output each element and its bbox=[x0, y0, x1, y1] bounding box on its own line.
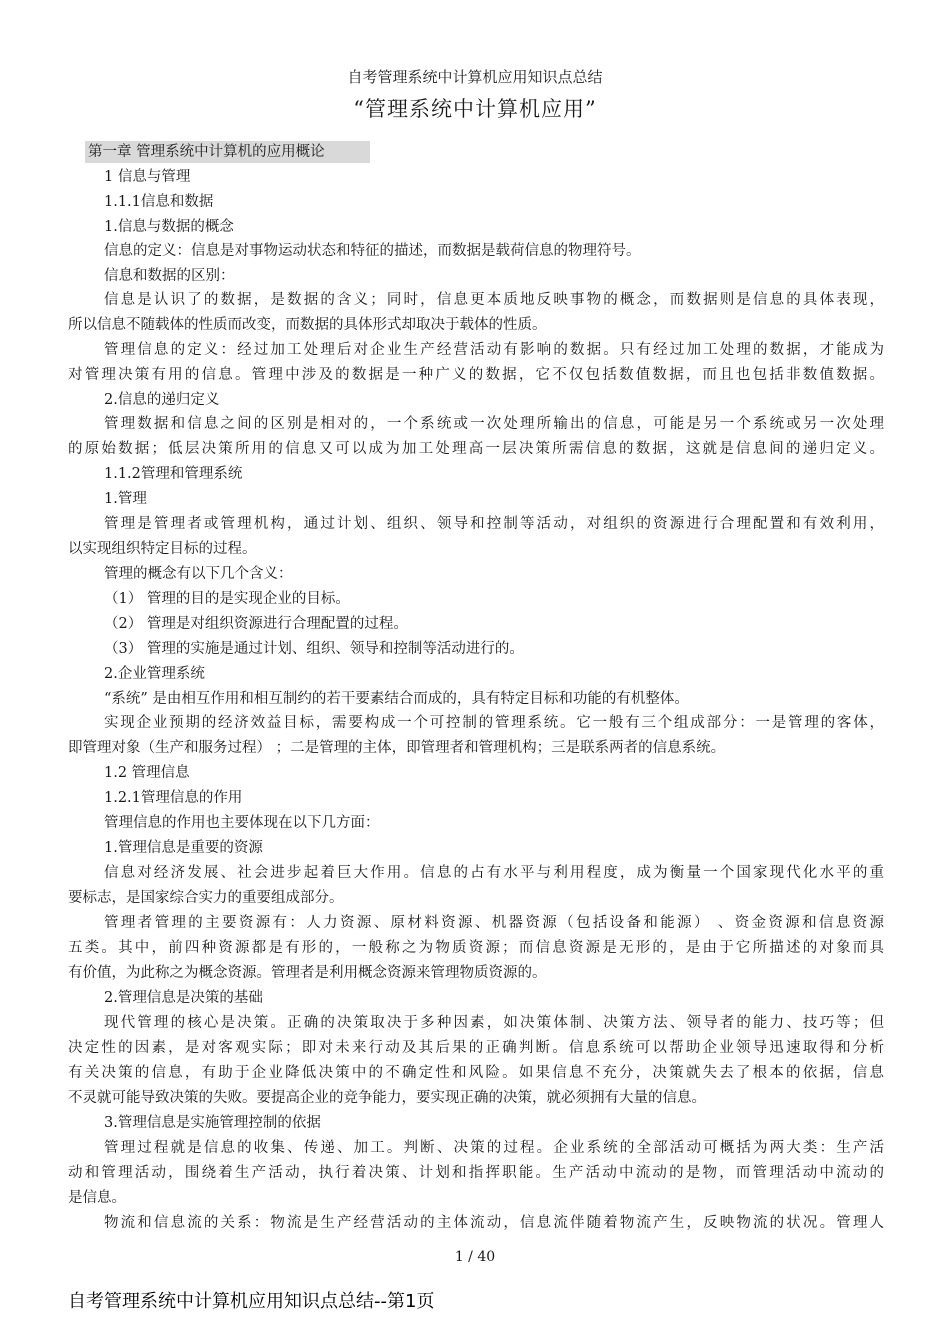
item-heading: 1.管理 bbox=[104, 491, 147, 507]
paragraph-line: “系统” 是由相互作用和相互制约的若干要素结合而成的，具有特定目标和功能的有机整体。 bbox=[104, 691, 689, 707]
main-title: “管理系统中计算机应用” bbox=[353, 97, 597, 121]
paragraph-line: 以实现组织特定目标的过程。 bbox=[68, 541, 257, 557]
paragraph-line: 信息的定义：信息是对事物运动状态和特征的描述，而数据是载荷信息的物理符号。 bbox=[104, 243, 641, 259]
subsection-heading: 1.1.1信息和数据 bbox=[104, 194, 214, 210]
paragraph-line: 五类。其中，前四种资源都是有形的，一般称之为物质资源；而信息资源是无形的，是由于它所描述的对象而具 bbox=[68, 940, 884, 956]
paragraph-line: 管理者管理的主要资源有：人力资源、原材料资源、机器资源（包括设备和能源） 、资金资源和信息资源 bbox=[104, 915, 884, 931]
paragraph-line: 是信息。 bbox=[68, 1190, 126, 1206]
item-heading: 2.管理信息是决策的基础 bbox=[104, 990, 263, 1006]
subsection-heading: 1.2.1管理信息的作用 bbox=[104, 790, 243, 806]
paragraph-line: 有关决策的信息，有助于企业降低决策中的不确定性和风险。如果信息不充分，决策就失去了根本的依据，信息 bbox=[68, 1065, 884, 1081]
paragraph-line: 管理的概念有以下几个含义： bbox=[104, 566, 293, 582]
paragraph-line: 管理信息的作用也主要体现在以下几方面： bbox=[104, 815, 380, 831]
bottom-caption: 自考管理系统中计算机应用知识点总结--第1页 bbox=[68, 1291, 435, 1312]
paragraph-line: 对管理决策有用的信息。管理中涉及的数据是一种广义的数据，它不仅包括数值数据，而且也包括非数值数据。 bbox=[68, 367, 884, 383]
paragraph-line: 的原始数据；低层决策所用的信息又可以成为加工处理高一层决策所需信息的数据，这就是信息间的递归定义。 bbox=[68, 441, 884, 457]
subsection-heading: 1.1.2管理和管理系统 bbox=[104, 466, 243, 482]
section-heading: 1 信息与管理 bbox=[104, 169, 191, 185]
paragraph-line: 不灵就可能导致决策的失败。要提高企业的竞争能力，要实现正确的决策，就必须拥有大量的信息。 bbox=[68, 1090, 706, 1106]
chapter-heading: 第一章 管理系统中计算机的应用概论 bbox=[85, 141, 370, 163]
paragraph-line: 要标志，是国家综合实力的重要组成部分。 bbox=[68, 890, 344, 906]
item-heading: 1.信息与数据的概念 bbox=[104, 219, 234, 235]
item-heading: 2.信息的递归定义 bbox=[104, 392, 220, 408]
paragraph-line: 管理过程就是信息的收集、传递、加工。判断、决策的过程。企业系统的全部活动可概括为两大类：生产活 bbox=[104, 1140, 884, 1156]
paragraph-line: 管理是管理者或管理机构，通过计划、组织、领导和控制等活动，对组织的资源进行合理配置和有效利用， bbox=[104, 516, 884, 532]
paragraph-line: 即管理对象（生产和服务过程） ；二是管理的主体，即管理者和管理机构；三是联系两者的信息系统。 bbox=[68, 740, 726, 756]
page-number: 1 / 40 bbox=[454, 1249, 496, 1265]
list-item: （2） 管理是对组织资源进行合理配置的过程。 bbox=[104, 616, 408, 632]
paragraph-line: 有价值，为此称之为概念资源。管理者是利用概念资源来管理物质资源的。 bbox=[68, 965, 547, 981]
paragraph-line: 管理数据和信息之间的区别是相对的，一个系统或一次处理所输出的信息，可能是另一个系统或另一次处理 bbox=[104, 416, 884, 432]
paragraph-line: 实现企业预期的经济效益目标，需要构成一个可控制的管理系统。它一般有三个组成部分：一是管理的客体， bbox=[104, 715, 884, 731]
paragraph-line: 所以信息不随载体的性质而改变，而数据的具体形式却取决于载体的性质。 bbox=[68, 317, 547, 333]
paragraph-line: 管理信息的定义：经过加工处理后对企业生产经营活动有影响的数据。只有经过加工处理的数据，才能成为 bbox=[104, 342, 884, 358]
list-item: （1） 管理的目的是实现企业的目标。 bbox=[104, 591, 350, 607]
header-title: 自考管理系统中计算机应用知识点总结 bbox=[347, 68, 603, 86]
paragraph-line: 现代管理的核心是决策。正确的决策取决于多种因素，如决策体制、决策方法、领导者的能力、技巧等；但 bbox=[104, 1015, 884, 1031]
section-heading: 1.2 管理信息 bbox=[104, 765, 190, 781]
item-heading: 2.企业管理系统 bbox=[104, 666, 205, 682]
list-item: （3） 管理的实施是通过计划、组织、领导和控制等活动进行的。 bbox=[104, 641, 524, 657]
paragraph-line: 信息对经济发展、社会进步起着巨大作用。信息的占有水平与利用程度，成为衡量一个国家现代化水平的重 bbox=[104, 865, 884, 881]
item-heading: 1.管理信息是重要的资源 bbox=[104, 840, 263, 856]
paragraph-line: 信息和数据的区别： bbox=[104, 268, 235, 284]
item-heading: 3.管理信息是实施管理控制的依据 bbox=[104, 1115, 321, 1131]
paragraph-line: 决定性的因素，是对客观实际；即对未来行动及其后果的正确判断。信息系统可以帮助企业领导迅速取得和分析 bbox=[68, 1040, 884, 1056]
paragraph-line: 物流和信息流的关系：物流是生产经营活动的主体流动，信息流伴随着物流产生，反映物流的状况。管理人 bbox=[104, 1215, 884, 1231]
paragraph-line: 信息是认识了的数据，是数据的含义；同时，信息更本质地反映事物的概念，而数据则是信息的具体表现， bbox=[104, 292, 884, 308]
paragraph-line: 动和管理活动，围绕着生产活动，执行着决策、计划和指挥职能。生产活动中流动的是物，而管理活动中流动的 bbox=[68, 1165, 884, 1181]
